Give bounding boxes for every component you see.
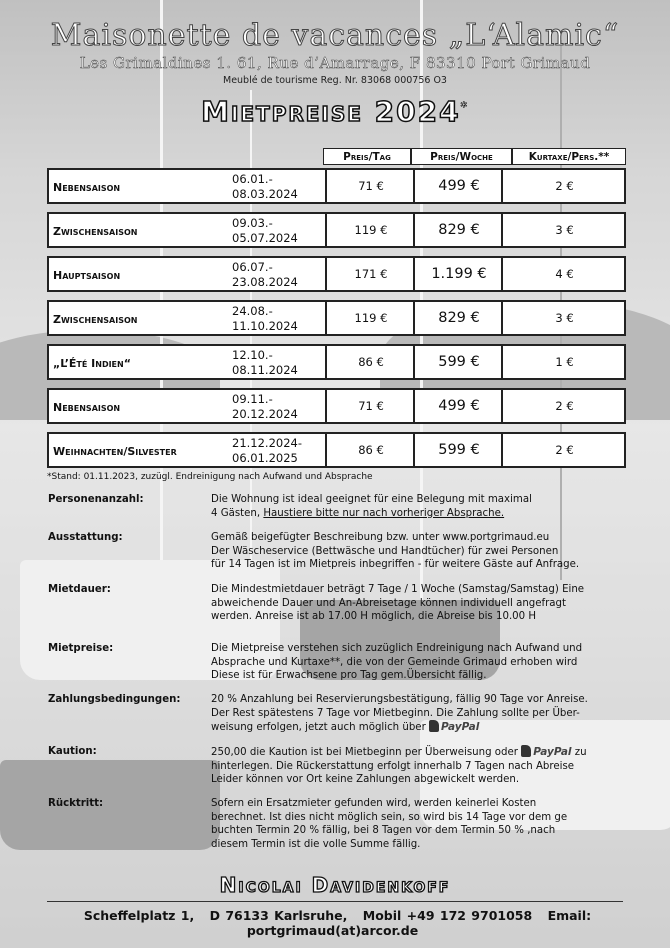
price-row — [47, 168, 626, 204]
price-per-day: 119 € — [325, 302, 415, 334]
price-per-week: 829 € — [413, 302, 503, 334]
season-name: „L’Été Indien“ — [53, 357, 131, 370]
info-text: Die Wohnung ist ideal geeignet für eine Belegung mit maximal 4 Gästen, Haustiere bitte nur nach vorheriger Absprache. — [211, 494, 532, 519]
price-row — [47, 432, 626, 468]
info-label: Personenanzahl: — [48, 494, 144, 505]
season-name: Nebensaison — [53, 181, 121, 194]
paypal-icon — [429, 720, 439, 732]
season-name: Hauptsaison — [53, 269, 121, 282]
info-label: Mietdauer: — [48, 584, 111, 595]
price-per-day: 71 € — [325, 390, 415, 422]
price-per-week: 599 € — [413, 434, 503, 466]
info-text: Gemäß beigefügter Beschreibung bzw. unter www.portgrimaud.eu Der Wäscheservice (Bettwäsche und Handtücher) für zwei Personen für 14 Tagen ist im Mietpreis inbegriffen - für weitere Gäste auf Anfrage. — [211, 532, 580, 570]
season-name: Nebensaison — [53, 401, 121, 414]
info-text: Sofern ein Ersatzmieter gefunden wird, werden keinerlei Kosten berechnet. Ist dies nicht möglich sein, so wird bis 14 Tage vor dem ge buchten Termin 20 % fällig, bei 8 Tagen vor dem Termin 50 % ,nach diesem Termin ist die volle Summe fällig. — [211, 798, 568, 850]
price-per-week: 499 € — [413, 170, 503, 202]
registration-number: Meublé de tourisme Reg. Nr. 83068 000756 O3 — [223, 75, 447, 86]
footer-divider — [47, 901, 623, 902]
column-header-week: Preis/Woche — [411, 148, 512, 165]
info-label: Kaution: — [48, 746, 97, 757]
price-per-week: 599 € — [413, 346, 503, 378]
price-per-week: 1.199 € — [413, 258, 503, 290]
season-dates: 12.10.- 08.11.2024 — [232, 348, 298, 377]
price-row — [47, 388, 626, 424]
price-list-title: Mietpreise 2024* — [201, 95, 469, 128]
contact-footer — [0, 908, 670, 938]
owner-name: Nicolai Davidenkoff — [219, 873, 451, 897]
price-row — [47, 256, 626, 292]
tourist-tax: 3 € — [501, 302, 626, 334]
info-label: Mietpreise: — [48, 643, 114, 654]
tourist-tax: 2 € — [501, 390, 626, 422]
info-label: Ausstattung: — [48, 532, 123, 543]
season-name: Weihnachten/Silvester — [53, 445, 177, 458]
info-text: 250,00 die Kaution ist bei Mietbeginn per Überweisung oder PayPal zu hinterlegen. Die Rückerstattung erfolgt innerhalb 7 Tagen nach Abreise Leider können vor Ort keine Zahlungen abgewickelt werden. — [211, 746, 587, 785]
price-per-day: 119 € — [325, 214, 415, 246]
season-dates: 09.11.- 20.12.2024 — [232, 392, 298, 421]
price-per-day: 71 € — [325, 170, 415, 202]
house-address: Les Grimaldines 1. 61, Rue d’Amarrage, F 83310 Port Grimaud — [79, 54, 591, 72]
season-name: Zwischensaison — [53, 313, 138, 326]
info-label: Zahlungsbedingungen: — [48, 694, 181, 705]
season-dates: 06.01.- 08.03.2024 — [232, 172, 298, 201]
price-per-week: 499 € — [413, 390, 503, 422]
house-title: Maisonette de vacances „L‘Alamic“ — [50, 18, 620, 53]
paypal-logo: PayPal — [429, 720, 479, 735]
price-per-day: 86 € — [325, 434, 415, 466]
price-row — [47, 300, 626, 336]
tourist-tax: 2 € — [501, 170, 626, 202]
column-header-tax: Kurtaxe/Pers.** — [512, 148, 626, 165]
price-row — [47, 212, 626, 248]
info-text: Die Mindestmietdauer beträgt 7 Tage / 1 Woche (Samstag/Samstag) Eine abweichende Dauer und An-Abreisetage können individuell angefragt werden. Anreise ist ab 17.00 H möglich, die Abreise bis 10.00 H — [211, 584, 585, 622]
info-text: Die Mietpreise verstehen sich zuzüglich Endreinigung nach Aufwand und Absprache und Kurtaxe**, die von der Gemeinde Grimaud erhoben wird Diese ist für Erwachsene pro Tag gem.Übersicht fällig. — [211, 643, 583, 681]
footer-email: Email: portgrimaud(at)arcor.de — [246, 908, 592, 938]
info-label: Rücktritt: — [48, 798, 104, 809]
footer-street: Scheffelplatz 1, — [83, 908, 195, 923]
season-dates: 21.12.2024- 06.01.2025 — [232, 436, 302, 465]
tourist-tax: 4 € — [501, 258, 626, 290]
footer-city: D 76133 Karlsruhe, — [209, 908, 348, 923]
paypal-logo: PayPal — [521, 745, 571, 760]
paypal-icon — [521, 745, 531, 757]
season-dates: 24.08.- 11.10.2024 — [232, 304, 298, 333]
tourist-tax: 3 € — [501, 214, 626, 246]
info-text: 20 % Anzahlung bei Reservierungsbestätigung, fällig 90 Tage vor Anreise. Der Rest spätestens 7 Tage vor Mietbeginn. Die Zahlung sollte per Über- weisung erfolgen, jetzt auch möglich über PayPal — [211, 694, 588, 733]
price-footnote: *Stand: 01.11.2023, zuzügl. Endreinigung nach Aufwand und Absprache — [47, 472, 373, 482]
price-per-day: 171 € — [325, 258, 415, 290]
season-dates: 06.07.- 23.08.2024 — [232, 260, 298, 289]
column-header-day: Preis/Tag — [323, 148, 411, 165]
price-per-day: 86 € — [325, 346, 415, 378]
price-per-week: 829 € — [413, 214, 503, 246]
season-dates: 09.03.- 05.07.2024 — [232, 216, 298, 245]
tourist-tax: 1 € — [501, 346, 626, 378]
price-row — [47, 344, 626, 380]
tourist-tax: 2 € — [501, 434, 626, 466]
season-name: Zwischensaison — [53, 225, 138, 238]
footer-mobile: Mobil +49 172 9701058 — [362, 908, 533, 923]
